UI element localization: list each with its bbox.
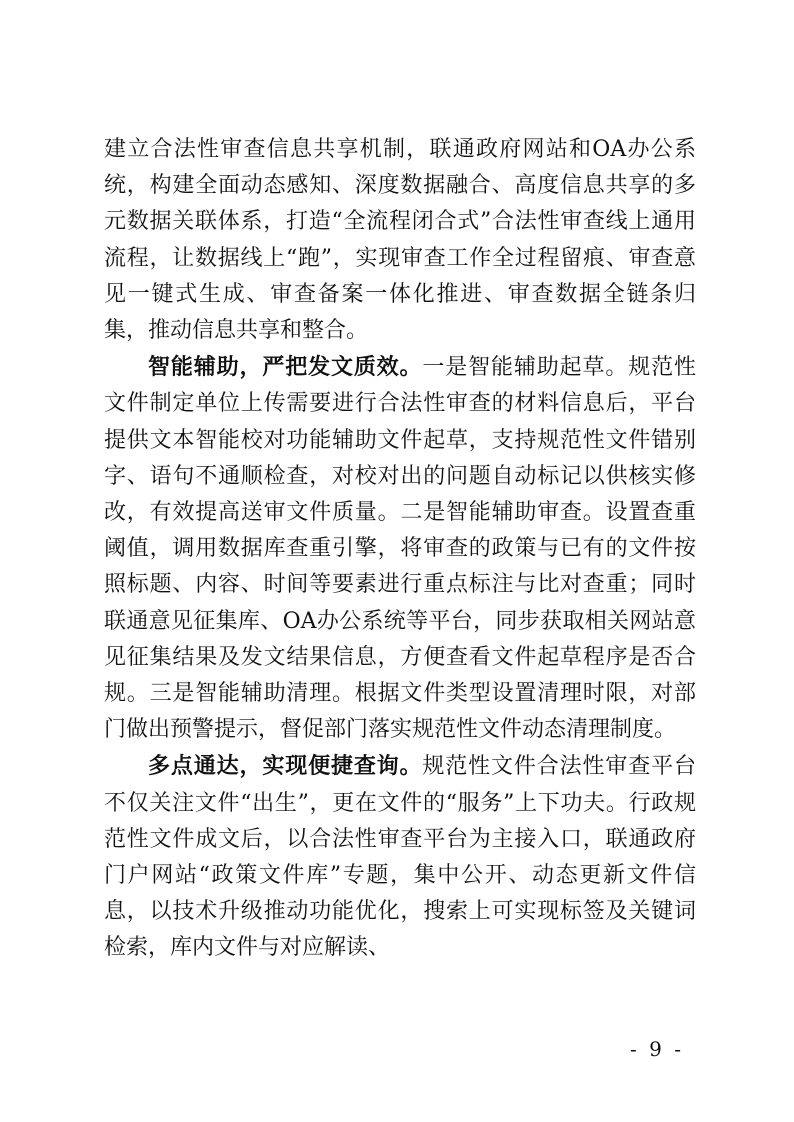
body-text [104,132,696,967]
paragraph-2 [104,349,696,748]
paragraph-2-heading: 智能辅助，严把发文质效。 [148,354,423,381]
paragraph-3 [104,748,696,966]
paragraph-1 [104,132,696,349]
paragraph-1-text: 建立合法性审查信息共享机制，联通政府网站和OA办公系统，构建全面动态感知、深度数据融合、高度信息共享的多元数据关联体系，打造“全流程闭合式”合法性审查线上通用流程，让数据线上“跑”，实现审查工作全过程留痕、审查意见一键式生成、审查备案一体化推进、审查数据全链条归集，推动信息共享和整合。 [104,137,696,344]
paragraph-3-heading: 多点通达，实现便捷查询。 [148,753,423,780]
paragraph-3-text: 规范性文件合法性审查平台不仅关注文件“出生”，更在文件的“服务”上下功夫。行政规范性文件成文后，以合法性审查平台为主接入口，联通政府门户网站“政策文件库”专题，集中公开、动态更新文件信息，以技术升级推动功能优化，搜索上可实现标签及关键词检索，库内文件与对应解读、 [104,754,696,961]
paragraph-2-text: 一是智能辅助起草。规范性文件制定单位上传需要进行合法性审查的材料信息后，平台提供文本智能校对功能辅助文件起草，支持规范性文件错别字、语句不通顺检查，对校对出的问题自动标记以供核实修改，有效提高送审文件质量。二是智能辅助审查。设置查重阈值，调用数据库查重引擎，将审查的政策与已有的文件按照标题、内容、时间等要素进行重点标注与比对查重；同时联通意见征集库、OA办公系统等平台，同步获取相关网站意见征集结果及发文结果信息，方便查看文件起草程序是否合规。三是智能辅助清理。根据文件类型设置清理时限，对部门做出预警提示，督促部门落实规范性文件动态清理制度。 [104,355,696,743]
page-number: - 9 - [630,1037,684,1061]
